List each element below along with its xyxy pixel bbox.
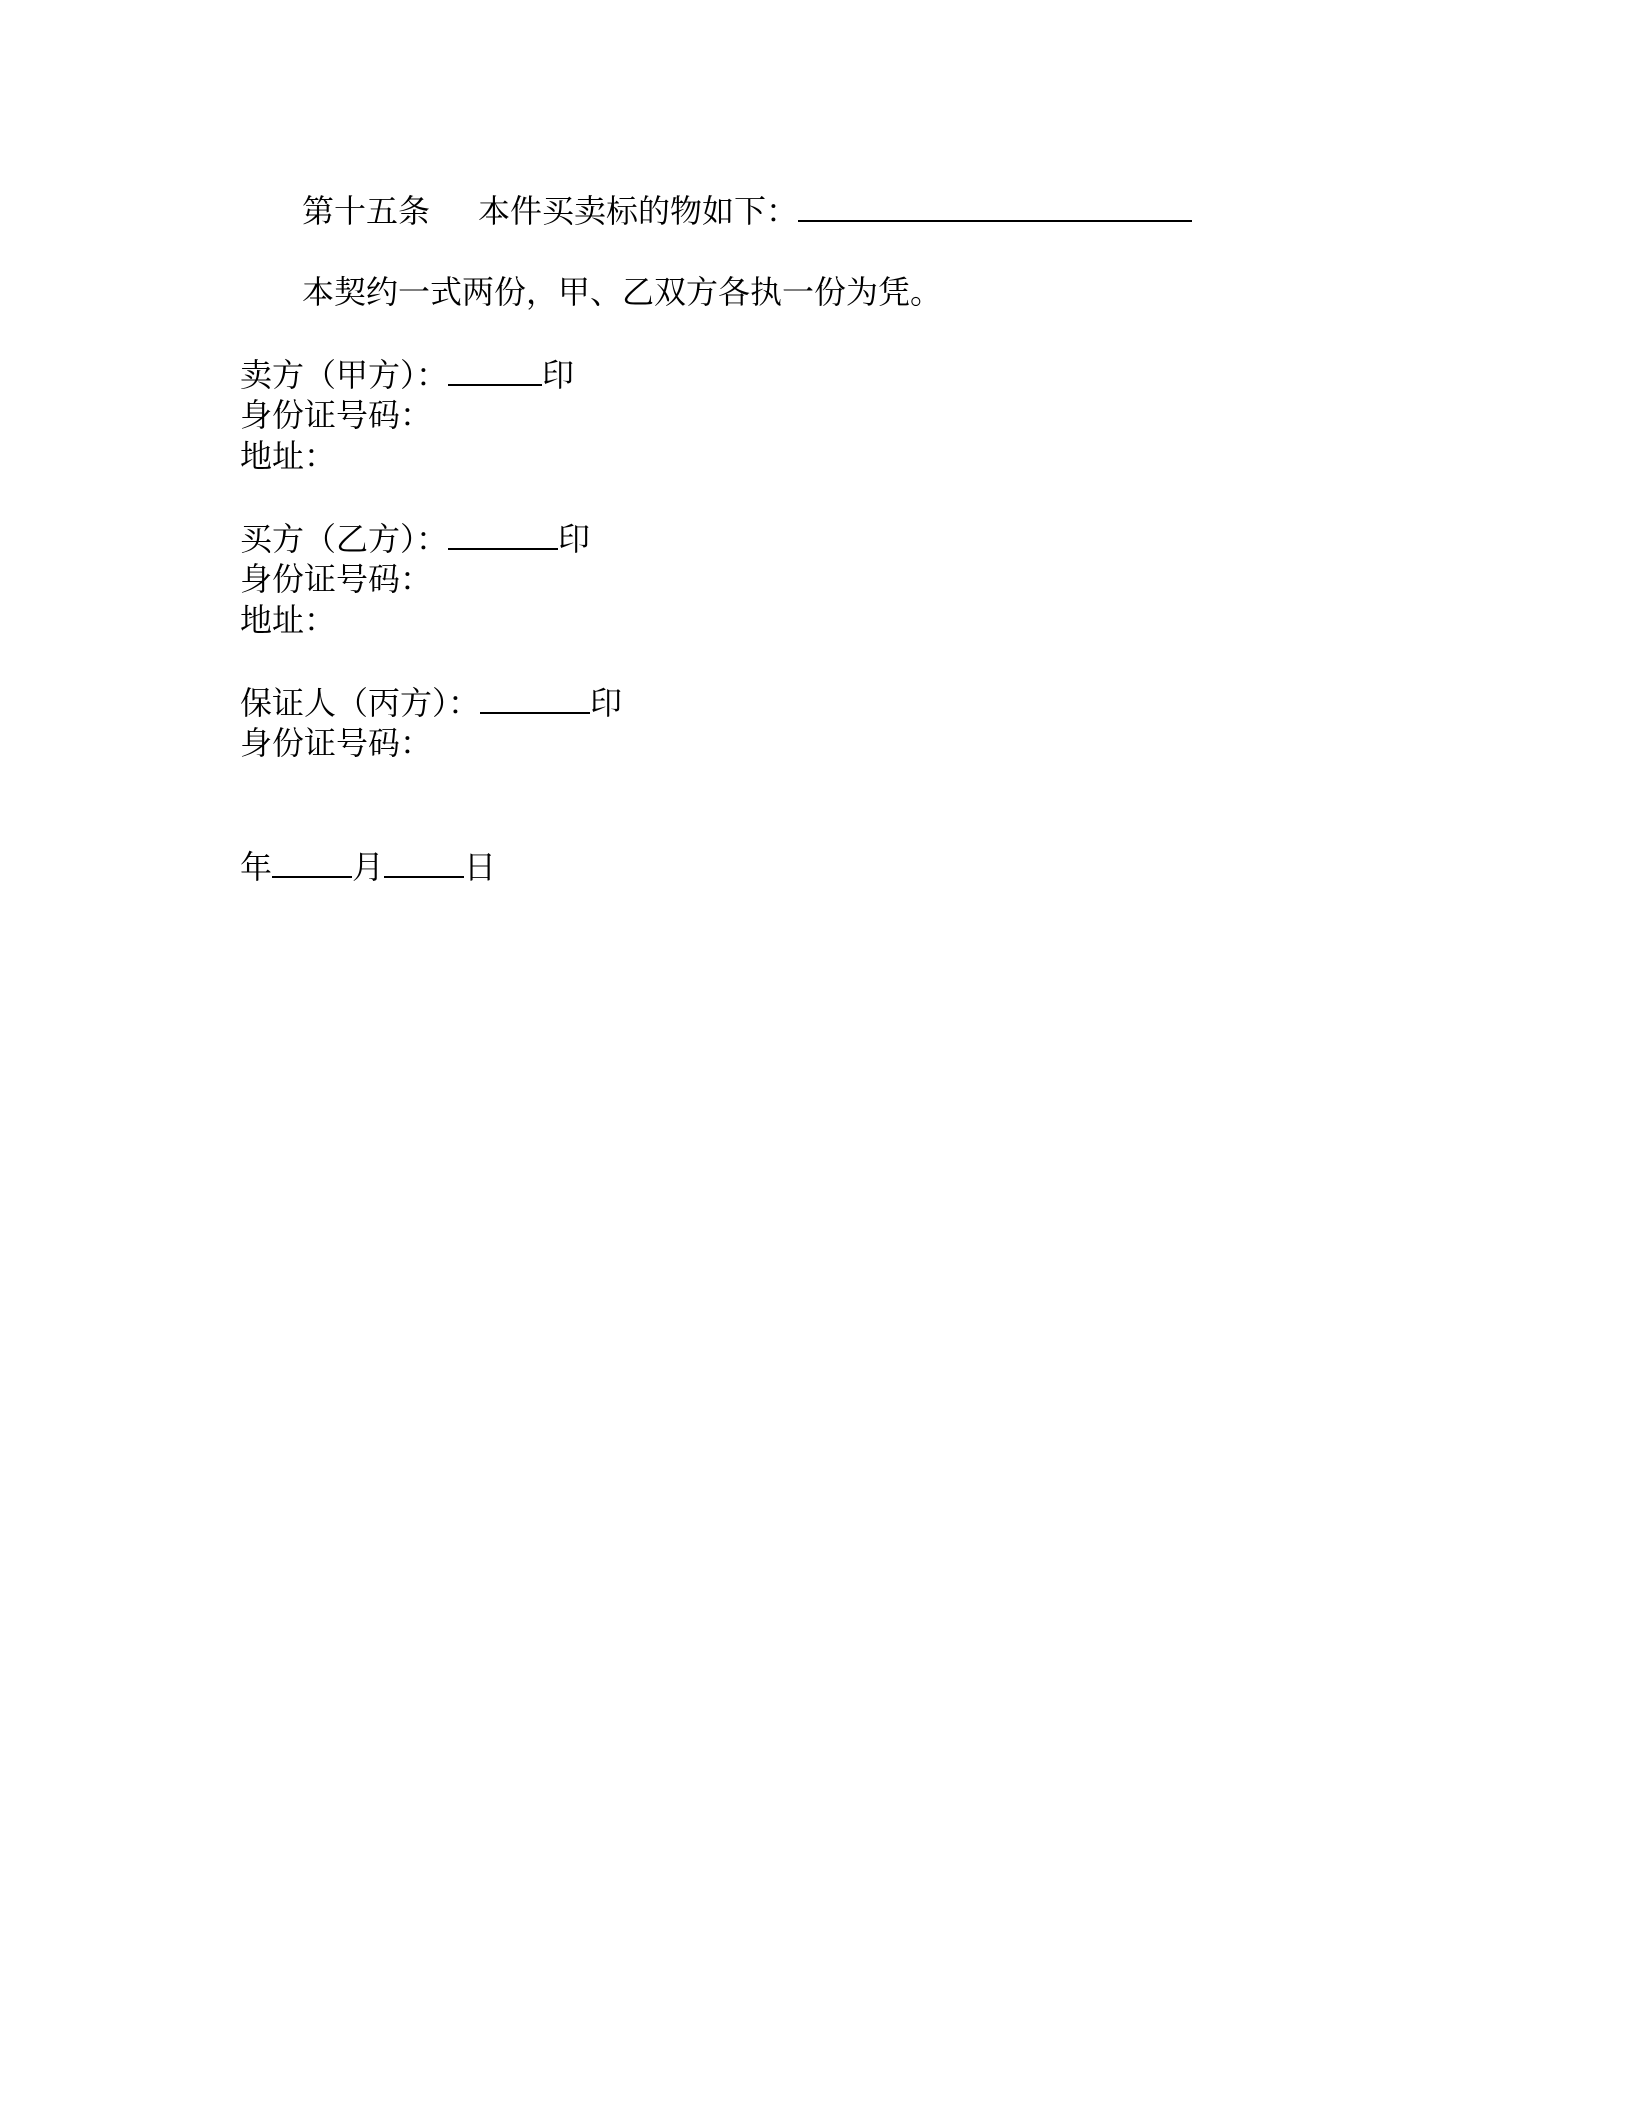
seller-address-label: 地址： — [240, 437, 337, 475]
seller-label: 卖方（甲方）： — [240, 356, 449, 394]
date-day: 日 — [464, 848, 497, 886]
subject-matter-blank[interactable] — [798, 190, 1192, 222]
seller-seal: 印 — [542, 356, 575, 394]
article-number: 第十五条 — [302, 192, 431, 230]
guarantor-signature-blank[interactable] — [480, 682, 590, 714]
buyer-seal: 印 — [558, 520, 591, 558]
copies-note: 本契约一式两份，甲、乙双方各执一份为凭。 — [302, 273, 943, 311]
guarantor-line — [240, 682, 622, 723]
seller-line — [240, 354, 574, 395]
buyer-address-label: 地址： — [240, 601, 337, 639]
article-15-line — [302, 190, 1192, 231]
date-line — [240, 846, 496, 887]
buyer-signature-blank[interactable] — [448, 518, 558, 550]
day-blank[interactable] — [384, 846, 464, 878]
buyer-label: 买方（乙方）： — [240, 520, 449, 558]
guarantor-seal: 印 — [590, 684, 623, 722]
guarantor-label: 保证人（丙方）： — [240, 684, 481, 722]
guarantor-id-label: 身份证号码： — [240, 724, 433, 762]
month-blank[interactable] — [272, 846, 352, 878]
seller-id-label: 身份证号码： — [240, 396, 433, 434]
article-text: 本件买卖标的物如下： — [478, 192, 799, 230]
seller-signature-blank[interactable] — [448, 354, 542, 386]
buyer-id-label: 身份证号码： — [240, 560, 433, 598]
buyer-line — [240, 518, 590, 559]
date-year: 年 — [240, 848, 273, 886]
date-month: 月 — [352, 848, 385, 886]
